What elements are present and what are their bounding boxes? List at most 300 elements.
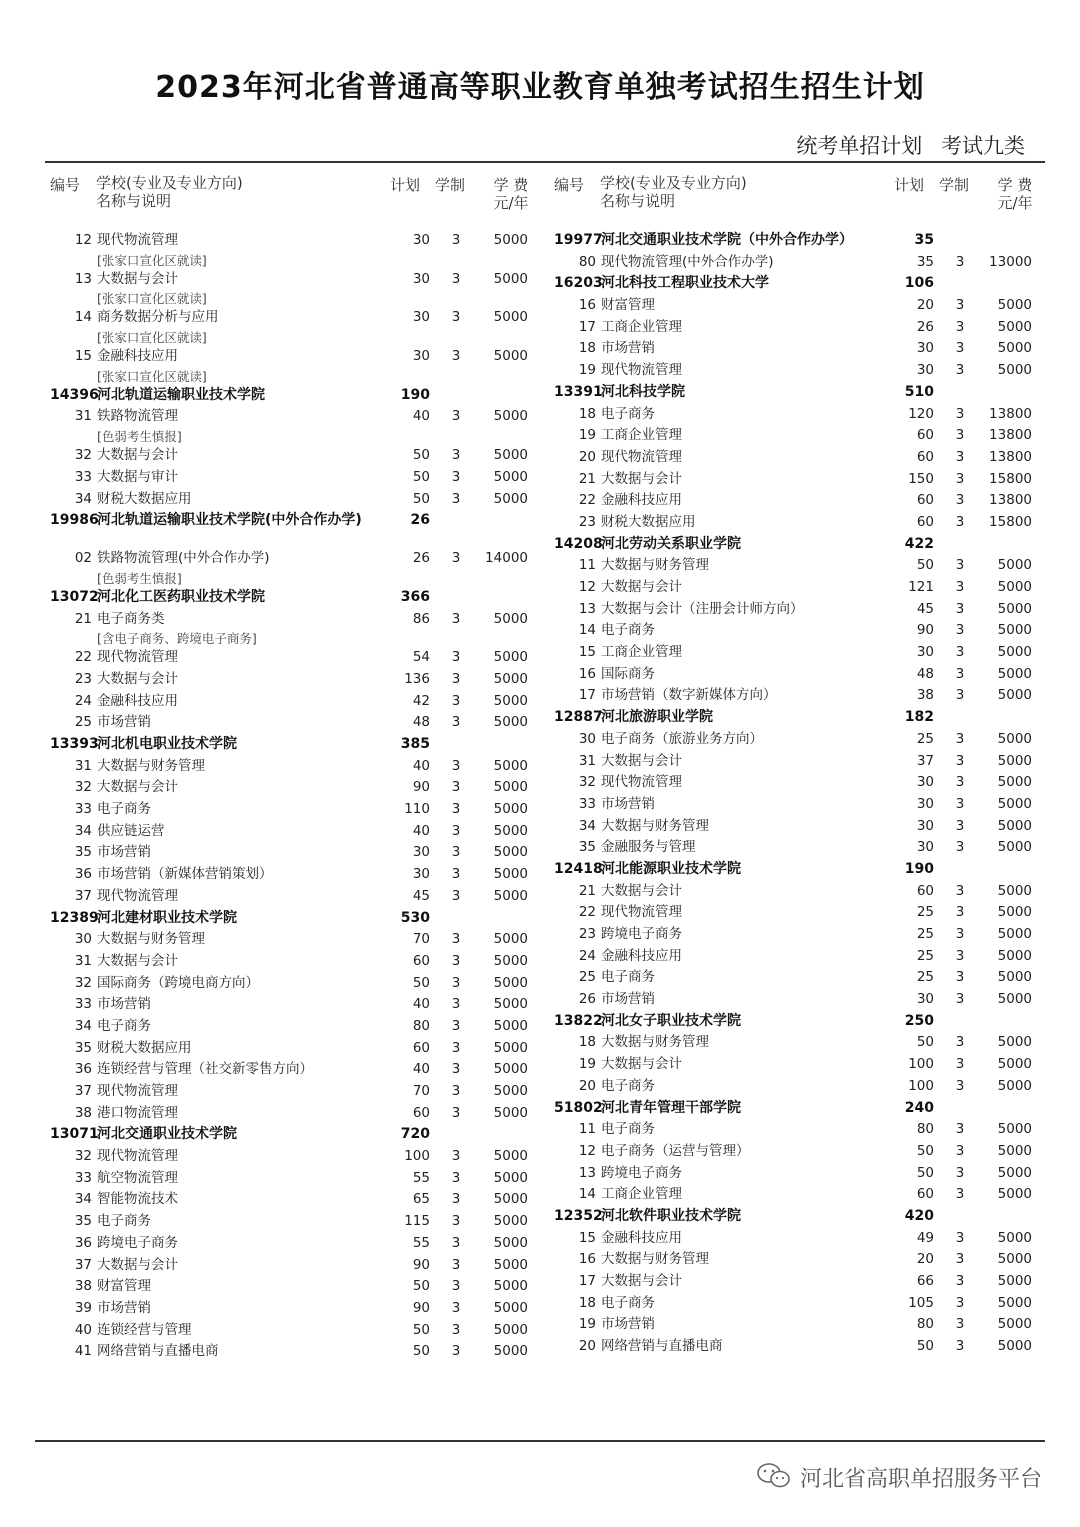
major-fee: 5000 [493,714,528,731]
page-title: 2023年河北省普通高等职业教育单独考试招生招生计划 [155,70,925,105]
major-row [48,864,528,886]
major-name: 市场营销 [97,844,151,861]
major-fee: 5000 [493,1104,528,1121]
major-row [552,989,1032,1011]
major-plan: 30 [412,866,430,883]
major-fee: 5000 [997,318,1032,335]
major-name: 港口物流管理 [97,1104,178,1121]
major-row [552,555,1032,577]
major-name: 财税大数据应用 [97,490,192,507]
major-number: 24 [74,692,92,709]
major-number: 20 [578,1338,596,1355]
major-fee: 5000 [493,952,528,969]
major-name: 金融科技应用 [601,947,682,964]
major-years: 3 [451,1256,461,1273]
school-plan-total: 720 [400,1126,430,1143]
school-plan-total: 366 [400,588,430,605]
header-name-line1: 学校(专业及专业方向) [600,174,747,192]
major-row [552,577,1032,599]
major-plan: 55 [412,1169,430,1186]
header-name-line1: 学校(专业及专业方向) [96,174,243,192]
major-number: 17 [578,1273,596,1289]
major-row [48,1233,528,1255]
major-years: 3 [451,490,461,507]
major-plan: 50 [916,1338,934,1355]
major-fee: 5000 [997,557,1032,574]
major-fee: 5000 [493,408,528,425]
major-fee: 5000 [997,1338,1032,1355]
major-plan: 60 [412,1104,430,1121]
school-row [552,230,1032,252]
major-years: 3 [955,297,965,314]
major-plan: 86 [412,610,430,627]
major-fee: 5000 [997,1251,1032,1268]
major-number: 34 [74,1191,92,1208]
major-name: 电子商务类 [97,610,165,627]
major-plan: 150 [908,470,934,487]
major-plan: 80 [412,1017,430,1034]
major-number: 38 [74,1278,92,1295]
major-fee: 5000 [997,1056,1032,1073]
major-plan: 25 [916,969,934,986]
major-number: 20 [578,448,596,465]
school-row [552,382,1032,404]
table-header [48,172,528,230]
major-name: 大数据与财务管理 [97,931,205,948]
major-years: 3 [451,1039,461,1056]
school-name: 河北建材职业技术学院 [97,909,237,926]
major-name: 航空物流管理 [97,1169,178,1186]
major-name: 大数据与会计 [97,270,178,287]
major-row [552,1163,1032,1185]
major-fee: 5000 [493,309,528,326]
major-name: 跨境电子商务 [601,1164,682,1181]
major-number: 25 [74,714,92,731]
major-row [48,691,528,713]
major-years: 3 [955,513,965,530]
major-row [48,1255,528,1277]
major-plan: 30 [916,644,934,661]
major-years: 3 [451,447,461,464]
major-number: 18 [578,1294,596,1311]
left-rows [48,230,528,1363]
major-row [48,1341,528,1363]
major-plan: 25 [916,926,934,942]
major-years: 3 [955,1186,965,1203]
major-plan: 100 [908,1077,934,1094]
major-plan: 100 [404,1148,430,1165]
major-row [552,902,1032,924]
major-years: 3 [955,1056,965,1073]
major-fee: 5000 [493,996,528,1013]
major-number: 35 [74,844,92,861]
major-fee: 5000 [493,490,528,507]
right-rows [552,230,1032,1358]
major-years: 3 [451,1148,461,1165]
major-name: 大数据与会计 [97,1256,178,1273]
left-column [48,172,528,1363]
major-number: 39 [74,1299,92,1316]
major-years: 3 [955,665,965,682]
major-fee: 5000 [997,969,1032,986]
major-fee: 5000 [997,839,1032,856]
major-years: 3 [955,318,965,335]
major-fee: 5000 [997,687,1032,704]
major-name: 金融科技应用 [601,1229,682,1246]
major-fee: 5000 [997,1294,1032,1311]
major-number: 33 [578,795,596,812]
major-row [552,1228,1032,1250]
major-name: 连锁经营与管理（社交新零售方向） [97,1061,313,1078]
school-plan-total: 250 [904,1012,934,1029]
major-row [48,609,528,631]
major-row [48,489,528,511]
major-fee: 5000 [997,1077,1032,1094]
major-years: 3 [955,904,965,921]
school-code: 19986 [50,512,99,529]
school-plan-total: 182 [904,709,934,726]
header-fee [990,176,1040,212]
major-plan: 49 [916,1229,934,1246]
major-plan: 50 [412,974,430,991]
major-years: 3 [451,408,461,425]
major-fee: 5000 [493,270,528,287]
major-plan: 30 [916,795,934,812]
major-years: 3 [955,1142,965,1159]
major-number: 02 [74,550,92,567]
major-note [48,630,528,647]
major-plan: 90 [412,1256,430,1273]
major-name: 市场营销 [601,795,655,812]
major-name: 金融科技应用 [97,692,178,709]
major-fee: 5000 [493,866,528,883]
major-name: 大数据与会计 [601,579,682,595]
major-number: 31 [74,952,92,969]
major-number: 23 [578,926,596,942]
major-plan: 50 [916,1164,934,1181]
major-name: 跨境电子商务 [97,1234,178,1251]
major-name: 大数据与会计 [97,952,178,969]
major-fee: 5000 [997,1316,1032,1333]
major-row [48,1016,528,1038]
major-fee: 5000 [493,610,528,627]
major-row [552,599,1032,621]
major-number: 24 [578,947,596,964]
major-plan: 40 [412,822,430,839]
major-years: 3 [955,600,965,617]
major-fee: 5000 [493,232,528,248]
major-note [48,290,528,307]
school-name: 河北劳动关系职业学院 [601,535,741,552]
major-name: 大数据与会计 [97,779,178,796]
major-name: 现代物流管理 [97,1148,178,1165]
major-years: 3 [955,557,965,574]
header-years: 学制 [435,176,466,194]
note-text: [张家口宣化区就读] [97,330,207,346]
major-plan: 20 [916,297,934,314]
major-plan: 90 [412,779,430,796]
major-plan: 80 [916,1316,934,1333]
major-fee: 13800 [989,405,1032,422]
major-row [552,1314,1032,1336]
major-number: 32 [74,974,92,991]
major-fee: 5000 [997,1164,1032,1181]
major-years: 3 [451,1169,461,1186]
major-fee: 5000 [493,1256,528,1273]
major-years: 3 [451,1104,461,1121]
major-years: 3 [955,991,965,1008]
school-plan-total: 190 [400,386,430,403]
major-number: 19 [578,362,596,379]
school-name: 河北轨道运输职业技术学院 [97,386,265,403]
school-row [552,1098,1032,1120]
major-fee: 5000 [493,1061,528,1078]
major-number: 40 [74,1321,92,1338]
major-number: 37 [74,1083,92,1099]
major-plan: 60 [916,513,934,530]
major-years: 3 [451,1061,461,1078]
major-row [552,338,1032,360]
major-years: 3 [955,492,965,509]
major-row [48,712,528,734]
major-fee: 5000 [997,297,1032,314]
major-number: 80 [578,253,596,270]
major-years: 3 [955,579,965,595]
major-years: 3 [955,926,965,942]
watermark [800,1462,1042,1493]
major-name: 市场营销 [97,1299,151,1316]
major-fee: 5000 [493,447,528,464]
major-row [48,1103,528,1125]
major-fee: 15800 [989,470,1032,487]
major-number: 13 [578,600,596,617]
major-plan: 30 [412,309,430,326]
major-plan: 30 [916,774,934,791]
major-number: 22 [74,649,92,666]
school-row [552,534,1032,556]
major-name: 国际商务 [601,665,655,682]
major-name: 大数据与财务管理 [601,1034,709,1051]
major-row [552,295,1032,317]
major-plan: 40 [412,757,430,774]
major-name: 金融服务与管理 [601,839,696,856]
major-number: 19 [578,1316,596,1333]
major-years: 3 [451,550,461,567]
note-text: [张家口宣化区就读] [97,291,207,307]
major-years: 3 [955,1316,965,1333]
major-row [552,1336,1032,1358]
major-plan: 50 [412,490,430,507]
major-row [552,816,1032,838]
major-years: 3 [955,817,965,834]
major-fee: 13800 [989,427,1032,444]
major-name: 财富管理 [601,297,655,314]
major-note [48,329,528,346]
major-name: 市场营销（数字新媒体方向） [601,687,777,704]
school-row [48,734,528,756]
school-code: 13071 [50,1126,99,1143]
major-number: 23 [578,513,596,530]
major-fee: 5000 [493,1148,528,1165]
major-name: 智能物流技术 [97,1191,178,1208]
major-row [48,756,528,778]
major-number: 35 [578,839,596,856]
major-years: 3 [955,1338,965,1355]
major-years: 3 [955,448,965,465]
major-fee: 5000 [493,1234,528,1251]
major-fee: 5000 [997,947,1032,964]
major-number: 30 [578,730,596,747]
major-plan: 80 [916,1121,934,1138]
major-row [48,973,528,995]
major-row [552,837,1032,859]
major-name: 铁路物流管理(中外合作办学) [97,550,270,567]
school-row [552,707,1032,729]
major-row [552,490,1032,512]
school-plan-total: 26 [410,512,430,529]
major-fee: 5000 [997,817,1032,834]
major-number: 34 [74,822,92,839]
major-plan: 120 [908,405,934,422]
note-text: [张家口宣化区就读] [97,368,207,384]
major-fee: 15800 [989,513,1032,530]
major-years: 3 [955,882,965,899]
major-years: 3 [955,1121,965,1138]
major-plan: 50 [916,557,934,574]
major-fee: 5000 [997,795,1032,812]
major-plan: 30 [916,991,934,1008]
major-row [552,469,1032,491]
major-name: 大数据与财务管理 [601,817,709,834]
major-number: 41 [74,1343,92,1360]
major-fee: 5000 [997,730,1032,747]
major-fee: 5000 [997,752,1032,769]
header-name-line2: 名称与说明 [600,192,676,210]
school-row [48,385,528,407]
major-number: 26 [578,991,596,1008]
major-row [552,317,1032,339]
header-plan: 计划 [894,176,925,194]
major-row [48,230,528,252]
major-fee: 5000 [997,1121,1032,1138]
major-plan: 66 [916,1273,934,1289]
major-years: 3 [451,844,461,861]
major-number: 31 [578,752,596,769]
major-years: 3 [955,795,965,812]
header-code: 编号 [554,176,585,194]
major-row [552,512,1032,534]
major-years: 3 [955,1164,965,1181]
major-name: 大数据与财务管理 [97,757,205,774]
major-row [48,346,528,368]
major-fee: 5000 [493,692,528,709]
major-plan: 65 [412,1191,430,1208]
major-fee: 13000 [989,253,1032,270]
major-plan: 136 [404,670,430,687]
major-row [552,620,1032,642]
major-name: 网络营销与直播电商 [601,1338,723,1355]
major-number: 13 [74,270,92,287]
major-years: 3 [451,1017,461,1034]
major-fee: 5000 [493,757,528,774]
major-years: 3 [451,232,461,248]
major-number: 11 [578,1121,596,1138]
major-row [552,642,1032,664]
major-plan: 42 [412,692,430,709]
major-number: 23 [74,670,92,687]
major-plan: 37 [916,752,934,769]
major-row [48,1146,528,1168]
major-plan: 50 [412,1321,430,1338]
major-plan: 60 [412,1039,430,1056]
major-plan: 40 [412,408,430,425]
major-plan: 25 [916,904,934,921]
major-name: 电子商务 [601,1077,655,1094]
major-years: 3 [955,253,965,270]
major-years: 3 [451,757,461,774]
bottom-rule [35,1440,1045,1442]
major-plan: 45 [412,887,430,904]
major-number: 37 [74,1256,92,1273]
major-years: 3 [955,947,965,964]
major-plan: 30 [916,340,934,357]
major-years: 3 [451,974,461,991]
school-name: 河北科技工程职业技术大学 [601,275,769,292]
major-row [48,1320,528,1342]
major-row [48,1211,528,1233]
major-fee: 5000 [493,348,528,365]
school-plan-total: 35 [914,232,934,248]
note-text: [含电子商务、跨境电子商务] [97,631,257,647]
major-number: 18 [578,1034,596,1051]
major-plan: 90 [916,622,934,639]
major-plan: 115 [404,1213,430,1230]
major-name: 金融科技应用 [601,492,682,509]
major-row [48,445,528,467]
major-number: 37 [74,887,92,904]
major-row [48,1276,528,1298]
major-plan: 60 [916,1186,934,1203]
major-name: 现代物流管理 [601,904,682,921]
major-row [48,1298,528,1320]
major-name: 电子商务 [601,405,655,422]
major-row [48,1168,528,1190]
major-fee: 5000 [493,1017,528,1034]
major-years: 3 [451,348,461,365]
major-years: 3 [451,779,461,796]
major-fee: 5000 [493,468,528,485]
right-column [552,172,1032,1358]
major-number: 15 [578,644,596,661]
major-number: 15 [74,348,92,365]
major-fee: 5000 [997,644,1032,661]
major-number: 25 [578,969,596,986]
major-years: 3 [451,468,461,485]
major-number: 33 [74,801,92,818]
page-subtitle: 统考单招计划 考试九类 [796,134,1025,158]
major-plan: 70 [412,1083,430,1099]
major-number: 19 [578,427,596,444]
header-fee [486,176,536,212]
major-years: 3 [451,1278,461,1295]
school-row [48,510,528,548]
major-plan: 60 [916,882,934,899]
major-row [552,1076,1032,1098]
major-number: 19 [578,1056,596,1073]
major-number: 22 [578,492,596,509]
major-years: 3 [955,730,965,747]
school-name: 河北能源职业技术学院 [601,860,741,877]
